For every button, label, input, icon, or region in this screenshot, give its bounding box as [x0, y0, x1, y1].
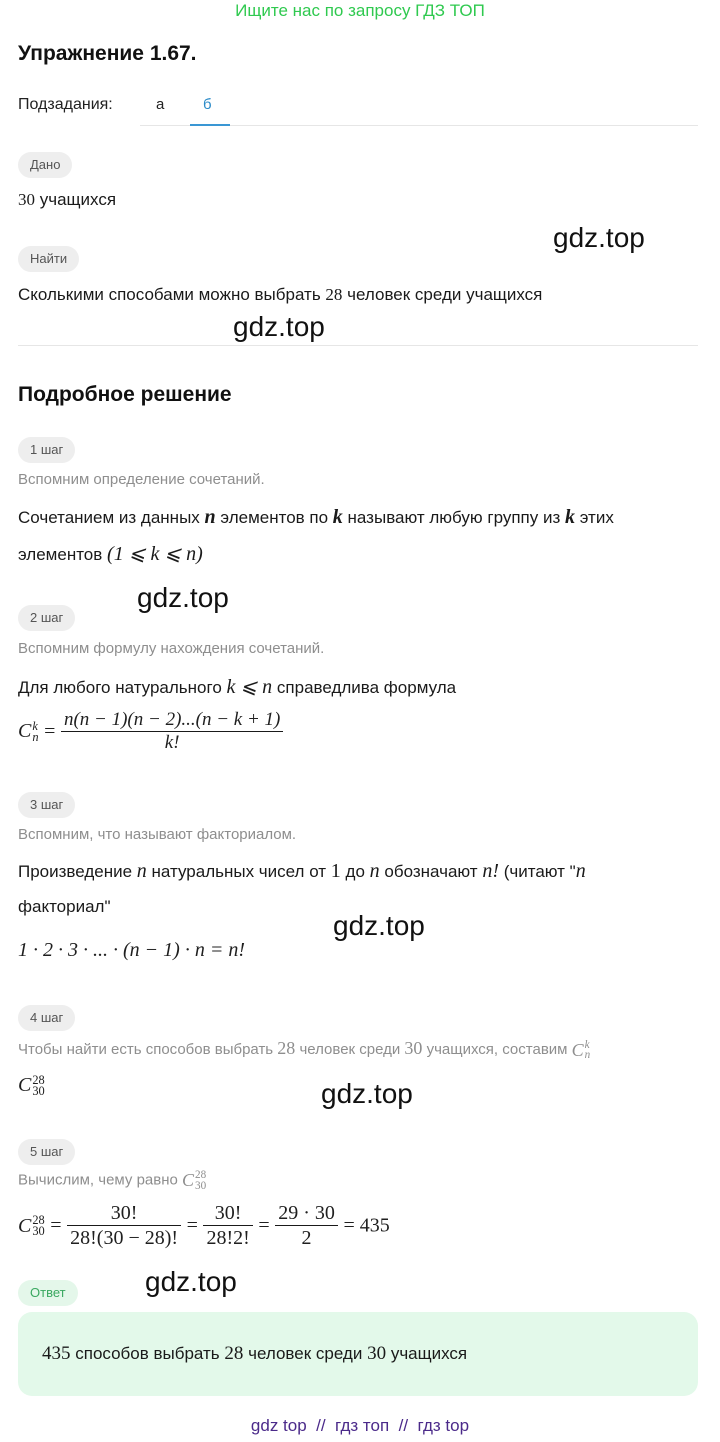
- step-3-line-1: Произведение n натуральных чисел от 1 до n обозначают n! (читают "n: [18, 860, 586, 882]
- tab-a[interactable]: а: [156, 96, 165, 113]
- active-tab-indicator: [190, 124, 230, 126]
- find-badge: Найти: [18, 246, 79, 272]
- given-text: 30 учащихся: [18, 190, 117, 209]
- step-4-hint: Чтобы найти есть способов выбрать 28 человек среди 30 учащихся, составим C k n: [18, 1038, 591, 1062]
- step-1-line-2: элементов (1 ⩽ k ⩽ n): [18, 543, 203, 565]
- step-1-line-1: Сочетанием из данных n элементов по k называют любую группу из k этих: [18, 506, 614, 528]
- watermark: gdz.top: [553, 222, 645, 253]
- watermark: gdz.top: [321, 1078, 413, 1109]
- step-1-hint: Вспомним определение сочетаний.: [18, 471, 265, 488]
- watermark: gdz.top: [333, 910, 425, 941]
- section-divider: [18, 345, 698, 346]
- step-5-calculation: C 28 30 = $\frac{30!}{28!(30 - 28)!}$ = $\frac{30!}{28!2!}$ = $\frac{29 \cdot 30}{2}$ = 435: [18, 1202, 390, 1249]
- footer-link-1[interactable]: gdz top: [250, 1416, 307, 1435]
- subtasks-label: Подзадания:: [18, 96, 113, 113]
- tab-b[interactable]: б: [203, 96, 212, 113]
- search-banner[interactable]: Ищите нас по запросу ГДЗ ТОП: [235, 1, 485, 20]
- watermark: gdz.top: [145, 1266, 237, 1297]
- footer-link-3[interactable]: гдз top: [417, 1416, 470, 1435]
- footer-links: gdz top // гдз топ // гдз top: [250, 1416, 470, 1435]
- step-1-badge: 1 шаг: [18, 437, 75, 463]
- find-text: Сколькими способами можно выбрать 28 человек среди учащихся: [18, 285, 543, 304]
- step-2-badge: 2 шаг: [18, 605, 75, 631]
- step-5-badge: 5 шаг: [18, 1139, 75, 1165]
- step-4-expression: C 28 30: [18, 1072, 45, 1098]
- given-number: 30: [18, 190, 35, 209]
- answer-badge: Ответ: [18, 1280, 78, 1306]
- solution-title: Подробное решение: [18, 383, 232, 406]
- step-1-inequality: (1 ⩽ k ⩽ n): [107, 543, 203, 565]
- step-4-badge: 4 шаг: [18, 1005, 75, 1031]
- footer-link-2[interactable]: гдз топ: [335, 1416, 390, 1435]
- step-3-badge: 3 шаг: [18, 792, 75, 818]
- factorial-formula: 1 · 2 · 3 · ... · (n − 1) · n = n!: [18, 939, 245, 961]
- step-2-hint: Вспомним формулу нахождения сочетаний.: [18, 640, 325, 657]
- combination-formula: C k n = $\frac{n(n - 1)(n - 2)...(n - k + 1)}{k!}$: [18, 709, 283, 755]
- given-badge: Дано: [18, 152, 72, 178]
- answer-text: 435 способов выбрать 28 человек среди 30 учащихся: [42, 1343, 468, 1364]
- watermark: gdz.top: [137, 582, 229, 613]
- step-3-line-2: факториал": [18, 897, 111, 916]
- step-5-hint: Вычислим, чему равно C 28 30: [18, 1169, 207, 1192]
- page-title: Упражнение 1.67.: [18, 42, 197, 65]
- watermark: gdz.top: [233, 311, 325, 342]
- step-2-line-1: Для любого натурального k ⩽ n справедлива формула: [18, 676, 457, 698]
- step-3-hint: Вспомним, что называют факториалом.: [18, 826, 297, 843]
